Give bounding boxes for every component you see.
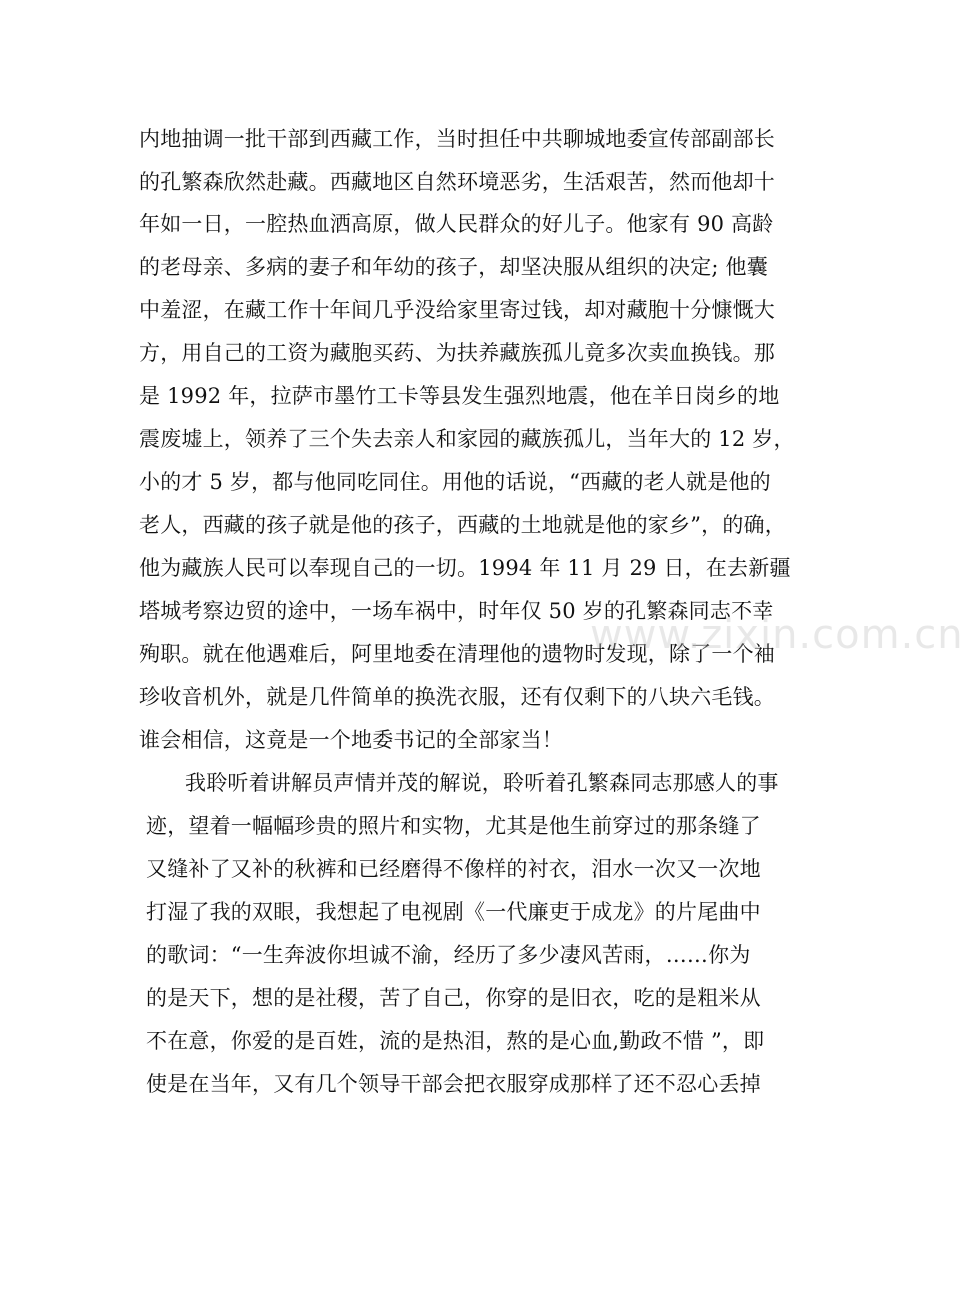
text-line-11: 他为藏族人民可以奉现自己的一切。1994 年 11 月 29 日，在去新疆 [139,556,791,580]
watermark: www.zixin.com.cn [590,612,964,658]
text-line-1: 内地抽调一批干部到西藏工作，当时担任中共聊城地委宣传部副部长 [139,127,775,151]
text-line-8: 震废墟上，领养了三个失去亲人和家园的藏族孤儿，当年大的 12 岁， [139,427,795,451]
text-line-2: 的孔繁森欣然赴藏。西藏地区自然环境恶劣，生活艰苦，然而他却十 [139,170,775,194]
text-line-9: 小的才 5 岁，都与他同吃同住。用他的话说，“西藏的老人就是他的 [139,470,771,494]
text-line-13: 殉职。就在他遇难后，阿里地委在清理他的遗物时发现，除了一个袖 [139,642,775,666]
text-line-12: 塔城考察边贸的途中，一场车祸中，时年仅 50 岁的孔繁森同志不幸 [139,599,774,623]
text-line-14: 珍收音机外，就是几件简单的换洗衣服，还有仅剩下的八块六毛钱。 [139,685,775,709]
text-line-10: 老人，西藏的孩子就是他的孩子，西藏的土地就是他的家乡”，的确， [139,513,786,537]
text-line-18: 又缝补了又补的秋裤和已经磨得不像样的衬衣，泪水一次又一次地 [146,857,761,881]
text-line-3: 年如一日，一腔热血洒高原，做人民群众的好儿子。他家有 90 高龄 [139,212,774,236]
text-line-17: 迹，望着一幅幅珍贵的照片和实物，尤其是他生前穿过的那条缝了 [146,814,761,838]
text-line-21: 的是天下，想的是社稷，苦了自己，你穿的是旧衣，吃的是粗米从 [146,986,761,1010]
text-line-22: 不在意，你爱的是百姓，流的是热泪，熬的是心血,勤政不惜 ”，即 [146,1029,765,1053]
text-line-20: 的歌词：“一生奔波你坦诚不渝，经历了多少凄风苦雨，……你为 [146,943,751,967]
text-line-5: 中羞涩，在藏工作十年间几乎没给家里寄过钱，却对藏胞十分慷慨大 [139,298,775,322]
text-line-19: 打湿了我的双眼，我想起了电视剧《一代廉吏于成龙》的片尾曲中 [146,900,761,924]
text-line-6: 方，用自己的工资为藏胞买药、为扶养藏族孤儿竟多次卖血换钱。那 [139,341,775,365]
text-line-16: 我聆听着讲解员声情并茂的解说，聆听着孔繁森同志那感人的事 [185,771,779,795]
text-line-7: 是 1992 年，拉萨市墨竹工卡等县发生强烈地震，他在羊日岗乡的地 [139,384,780,408]
text-line-15: 谁会相信，这竟是一个地委书记的全部家当！ [139,728,563,752]
text-line-4: 的老母亲、多病的妻子和年幼的孩子，却坚决服从组织的决定; 他囊 [139,255,768,279]
text-line-23: 使是在当年，又有几个领导干部会把衣服穿成那样了还不忍心丢掉 [146,1072,761,1096]
